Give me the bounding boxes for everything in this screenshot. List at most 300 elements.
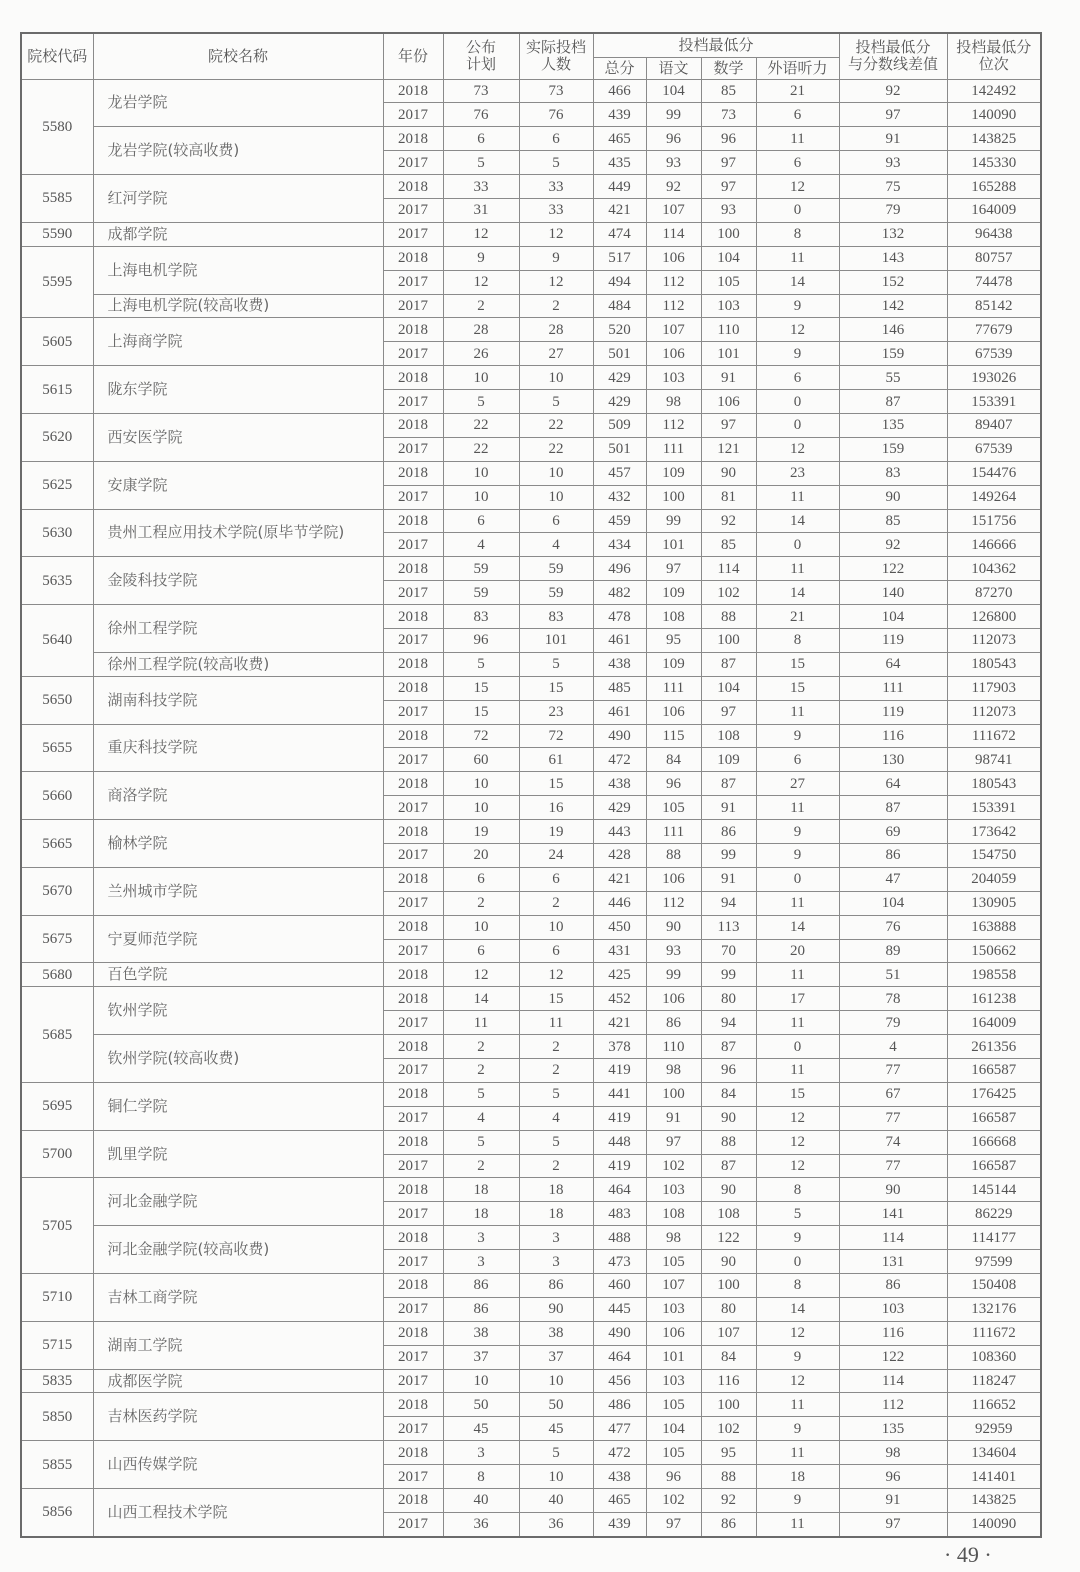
admission-score-table: [20, 32, 1042, 1538]
listening-score-cell: 11: [756, 1059, 839, 1083]
year-cell: 2017: [383, 581, 443, 605]
listening-score-cell: 15: [756, 652, 839, 676]
year-cell: 2018: [383, 1274, 443, 1298]
rank-cell: 146666: [947, 533, 1041, 557]
school-name: 商洛学院: [93, 772, 383, 820]
actual-cell: 10: [519, 1369, 593, 1393]
plan-cell: 18: [443, 1202, 519, 1226]
chinese-score-cell: 90: [646, 915, 701, 939]
header-rank-line1: 投档最低分: [956, 38, 1032, 57]
chinese-score-cell: 107: [646, 198, 701, 222]
chinese-score-cell: 103: [646, 1369, 701, 1393]
rank-cell: 85142: [947, 294, 1041, 318]
rank-cell: 112073: [947, 628, 1041, 652]
listening-score-cell: 12: [756, 1154, 839, 1178]
score-diff-cell: 104: [839, 605, 947, 629]
table-row: [21, 1489, 1041, 1513]
actual-cell: 40: [519, 1489, 593, 1513]
school-code: 5705: [21, 1178, 93, 1274]
year-cell: 2017: [383, 294, 443, 318]
listening-score-cell: 0: [756, 1250, 839, 1274]
math-score-cell: 116: [701, 1369, 756, 1393]
chinese-score-cell: 99: [646, 509, 701, 533]
table-row: [21, 1321, 1041, 1345]
plan-cell: 28: [443, 318, 519, 342]
actual-cell: 6: [519, 127, 593, 151]
actual-cell: 10: [519, 915, 593, 939]
math-score-cell: 84: [701, 1082, 756, 1106]
chinese-score-cell: 103: [646, 366, 701, 390]
table-row: [21, 127, 1041, 151]
actual-cell: 16: [519, 796, 593, 820]
score-diff-cell: 75: [839, 175, 947, 199]
school-name: 西安医学院: [93, 413, 383, 461]
school-code: 5635: [21, 557, 93, 605]
score-diff-cell: 89: [839, 939, 947, 963]
math-score-cell: 73: [701, 103, 756, 127]
school-name: 龙岩学院(较高收费): [93, 127, 383, 175]
school-code: 5856: [21, 1489, 93, 1537]
math-score-cell: 90: [701, 1178, 756, 1202]
score-diff-cell: 85: [839, 509, 947, 533]
actual-cell: 18: [519, 1202, 593, 1226]
year-cell: 2017: [383, 1250, 443, 1274]
chinese-score-cell: 112: [646, 294, 701, 318]
actual-cell: 6: [519, 867, 593, 891]
school-code: 5680: [21, 963, 93, 987]
year-cell: 2017: [383, 748, 443, 772]
actual-cell: 59: [519, 581, 593, 605]
year-cell: 2018: [383, 820, 443, 844]
listening-score-cell: 11: [756, 1011, 839, 1035]
year-cell: 2018: [383, 652, 443, 676]
school-code: 5620: [21, 413, 93, 461]
actual-cell: 101: [519, 628, 593, 652]
plan-cell: 33: [443, 175, 519, 199]
school-name: 河北金融学院: [93, 1178, 383, 1226]
chinese-score-cell: 105: [646, 1393, 701, 1417]
year-cell: 2018: [383, 676, 443, 700]
year-cell: 2018: [383, 915, 443, 939]
actual-cell: 90: [519, 1297, 593, 1321]
header-plan-line1: 公布: [465, 38, 496, 57]
year-cell: 2017: [383, 891, 443, 915]
math-score-cell: 100: [701, 628, 756, 652]
score-diff-cell: 116: [839, 724, 947, 748]
plan-cell: 2: [443, 1035, 519, 1059]
school-name: 成都医学院: [93, 1369, 383, 1393]
school-name: 安康学院: [93, 461, 383, 509]
actual-cell: 5: [519, 1082, 593, 1106]
actual-cell: 15: [519, 772, 593, 796]
year-cell: 2018: [383, 461, 443, 485]
chinese-score-cell: 101: [646, 1345, 701, 1369]
actual-cell: 36: [519, 1512, 593, 1536]
listening-score-cell: 9: [756, 1226, 839, 1250]
score-diff-cell: 140: [839, 581, 947, 605]
plan-cell: 36: [443, 1512, 519, 1536]
total-score-cell: 460: [593, 1274, 646, 1298]
year-cell: 2018: [383, 772, 443, 796]
total-score-cell: 441: [593, 1082, 646, 1106]
plan-cell: 2: [443, 294, 519, 318]
plan-cell: 45: [443, 1417, 519, 1441]
math-score-cell: 103: [701, 294, 756, 318]
header-min-score-group-label: 投档最低分: [678, 35, 754, 54]
actual-cell: 10: [519, 461, 593, 485]
actual-cell: 4: [519, 1106, 593, 1130]
score-diff-cell: 77: [839, 1059, 947, 1083]
rank-cell: 153391: [947, 390, 1041, 414]
plan-cell: 5: [443, 151, 519, 175]
actual-cell: 5: [519, 652, 593, 676]
chinese-score-cell: 115: [646, 724, 701, 748]
plan-cell: 38: [443, 1321, 519, 1345]
rank-cell: 96438: [947, 222, 1041, 246]
chinese-score-cell: 96: [646, 127, 701, 151]
chinese-score-cell: 102: [646, 1489, 701, 1513]
actual-cell: 5: [519, 1130, 593, 1154]
page-number: · 49 ·: [944, 1542, 992, 1567]
math-score-cell: 114: [701, 557, 756, 581]
score-diff-cell: 55: [839, 366, 947, 390]
actual-cell: 12: [519, 270, 593, 294]
total-score-cell: 450: [593, 915, 646, 939]
listening-score-cell: 21: [756, 605, 839, 629]
rank-cell: 67539: [947, 342, 1041, 366]
math-score-cell: 101: [701, 342, 756, 366]
listening-score-cell: 12: [756, 1369, 839, 1393]
total-score-cell: 446: [593, 891, 646, 915]
plan-cell: 86: [443, 1297, 519, 1321]
score-diff-cell: 79: [839, 1011, 947, 1035]
header-code: [21, 33, 93, 79]
plan-cell: 12: [443, 222, 519, 246]
total-score-cell: 496: [593, 557, 646, 581]
chinese-score-cell: 106: [646, 867, 701, 891]
year-cell: 2017: [383, 1011, 443, 1035]
chinese-score-cell: 98: [646, 390, 701, 414]
chinese-score-cell: 97: [646, 1130, 701, 1154]
total-score-cell: 429: [593, 366, 646, 390]
score-diff-cell: 114: [839, 1226, 947, 1250]
plan-cell: 19: [443, 820, 519, 844]
chinese-score-cell: 93: [646, 939, 701, 963]
score-diff-cell: 119: [839, 628, 947, 652]
rank-cell: 111672: [947, 724, 1041, 748]
chinese-score-cell: 97: [646, 557, 701, 581]
school-code: 5695: [21, 1082, 93, 1130]
plan-cell: 3: [443, 1441, 519, 1465]
header-diff-line1: 投档最低分: [855, 38, 931, 57]
total-score-cell: 432: [593, 485, 646, 509]
table-row: [21, 413, 1041, 437]
rank-cell: 67539: [947, 437, 1041, 461]
chinese-score-cell: 105: [646, 1441, 701, 1465]
year-cell: 2017: [383, 222, 443, 246]
plan-cell: 59: [443, 581, 519, 605]
plan-cell: 37: [443, 1345, 519, 1369]
rank-cell: 140090: [947, 103, 1041, 127]
listening-score-cell: 8: [756, 1178, 839, 1202]
rank-cell: 173642: [947, 820, 1041, 844]
math-score-cell: 97: [701, 700, 756, 724]
total-score-cell: 456: [593, 1369, 646, 1393]
year-cell: 2018: [383, 1178, 443, 1202]
admission-table-container: [20, 32, 1042, 1538]
rank-cell: 130905: [947, 891, 1041, 915]
total-score-cell: 509: [593, 413, 646, 437]
rank-cell: 180543: [947, 772, 1041, 796]
year-cell: 2017: [383, 1417, 443, 1441]
rank-cell: 132176: [947, 1297, 1041, 1321]
rank-cell: 145144: [947, 1178, 1041, 1202]
plan-cell: 59: [443, 557, 519, 581]
math-score-cell: 92: [701, 509, 756, 533]
rank-cell: 104362: [947, 557, 1041, 581]
school-name: 百色学院: [93, 963, 383, 987]
score-diff-cell: 135: [839, 413, 947, 437]
listening-score-cell: 27: [756, 772, 839, 796]
chinese-score-cell: 112: [646, 270, 701, 294]
year-cell: 2018: [383, 79, 443, 103]
math-score-cell: 88: [701, 1130, 756, 1154]
year-cell: 2018: [383, 127, 443, 151]
header-math-label: 数学: [713, 58, 744, 77]
score-diff-cell: 87: [839, 390, 947, 414]
school-code: 5850: [21, 1393, 93, 1441]
actual-cell: 59: [519, 557, 593, 581]
math-score-cell: 88: [701, 605, 756, 629]
chinese-score-cell: 106: [646, 342, 701, 366]
math-score-cell: 86: [701, 820, 756, 844]
score-diff-cell: 146: [839, 318, 947, 342]
chinese-score-cell: 101: [646, 533, 701, 557]
plan-cell: 86: [443, 1274, 519, 1298]
total-score-cell: 486: [593, 1393, 646, 1417]
total-score-cell: 434: [593, 533, 646, 557]
plan-cell: 10: [443, 1369, 519, 1393]
rank-cell: 164009: [947, 1011, 1041, 1035]
school-name: 上海电机学院(较高收费): [93, 294, 383, 318]
actual-cell: 6: [519, 939, 593, 963]
listening-score-cell: 9: [756, 844, 839, 868]
school-code: 5675: [21, 915, 93, 963]
math-score-cell: 96: [701, 127, 756, 151]
rank-cell: 117903: [947, 676, 1041, 700]
listening-score-cell: 17: [756, 987, 839, 1011]
year-cell: 2018: [383, 366, 443, 390]
year-cell: 2017: [383, 1369, 443, 1393]
table-row: [21, 1393, 1041, 1417]
actual-cell: 76: [519, 103, 593, 127]
actual-cell: 3: [519, 1226, 593, 1250]
total-score-cell: 472: [593, 1441, 646, 1465]
year-cell: 2018: [383, 175, 443, 199]
math-score-cell: 91: [701, 796, 756, 820]
score-diff-cell: 64: [839, 652, 947, 676]
math-score-cell: 93: [701, 198, 756, 222]
school-code: 5655: [21, 724, 93, 772]
rank-cell: 108360: [947, 1345, 1041, 1369]
actual-cell: 10: [519, 1465, 593, 1489]
actual-cell: 33: [519, 175, 593, 199]
rank-cell: 97599: [947, 1250, 1041, 1274]
chinese-score-cell: 111: [646, 437, 701, 461]
actual-cell: 27: [519, 342, 593, 366]
year-cell: 2017: [383, 1202, 443, 1226]
actual-cell: 5: [519, 390, 593, 414]
math-score-cell: 108: [701, 1202, 756, 1226]
math-score-cell: 108: [701, 724, 756, 748]
math-score-cell: 80: [701, 987, 756, 1011]
total-score-cell: 425: [593, 963, 646, 987]
school-code: 5585: [21, 175, 93, 223]
chinese-score-cell: 98: [646, 1059, 701, 1083]
listening-score-cell: 11: [756, 1512, 839, 1536]
rank-cell: 87270: [947, 581, 1041, 605]
school-name: 吉林工商学院: [93, 1274, 383, 1322]
table-row: [21, 1082, 1041, 1106]
year-cell: 2017: [383, 700, 443, 724]
school-name: 成都学院: [93, 222, 383, 246]
rank-cell: 112073: [947, 700, 1041, 724]
math-score-cell: 121: [701, 437, 756, 461]
table-row: [21, 963, 1041, 987]
score-diff-cell: 77: [839, 1106, 947, 1130]
actual-cell: 50: [519, 1393, 593, 1417]
chinese-score-cell: 93: [646, 151, 701, 175]
rank-cell: 193026: [947, 366, 1041, 390]
chinese-score-cell: 109: [646, 581, 701, 605]
listening-score-cell: 23: [756, 461, 839, 485]
table-row: [21, 318, 1041, 342]
school-code: 5855: [21, 1441, 93, 1489]
score-diff-cell: 93: [839, 151, 947, 175]
math-score-cell: 87: [701, 1035, 756, 1059]
year-cell: 2018: [383, 867, 443, 891]
listening-score-cell: 14: [756, 509, 839, 533]
chinese-score-cell: 99: [646, 103, 701, 127]
listening-score-cell: 9: [756, 1345, 839, 1369]
listening-score-cell: 11: [756, 891, 839, 915]
year-cell: 2018: [383, 1226, 443, 1250]
listening-score-cell: 8: [756, 628, 839, 652]
actual-cell: 15: [519, 987, 593, 1011]
score-diff-cell: 77: [839, 1154, 947, 1178]
school-code: 5595: [21, 246, 93, 318]
plan-cell: 50: [443, 1393, 519, 1417]
rank-cell: 74478: [947, 270, 1041, 294]
rank-cell: 180543: [947, 652, 1041, 676]
rank-cell: 77679: [947, 318, 1041, 342]
plan-cell: 26: [443, 342, 519, 366]
chinese-score-cell: 98: [646, 1226, 701, 1250]
listening-score-cell: 9: [756, 724, 839, 748]
chinese-score-cell: 106: [646, 246, 701, 270]
chinese-score-cell: 102: [646, 1154, 701, 1178]
math-score-cell: 87: [701, 1154, 756, 1178]
math-score-cell: 91: [701, 366, 756, 390]
table-row: [21, 294, 1041, 318]
math-score-cell: 97: [701, 175, 756, 199]
year-cell: 2017: [383, 1297, 443, 1321]
listening-score-cell: 0: [756, 867, 839, 891]
plan-cell: 14: [443, 987, 519, 1011]
school-name: 铜仁学院: [93, 1082, 383, 1130]
rank-cell: 154476: [947, 461, 1041, 485]
school-code: 5665: [21, 820, 93, 868]
math-score-cell: 94: [701, 891, 756, 915]
listening-score-cell: 0: [756, 1035, 839, 1059]
plan-cell: 83: [443, 605, 519, 629]
chinese-score-cell: 106: [646, 700, 701, 724]
chinese-score-cell: 112: [646, 891, 701, 915]
actual-cell: 6: [519, 509, 593, 533]
math-score-cell: 87: [701, 772, 756, 796]
year-cell: 2017: [383, 342, 443, 366]
listening-score-cell: 12: [756, 1106, 839, 1130]
table-row: [21, 557, 1041, 581]
chinese-score-cell: 84: [646, 748, 701, 772]
table-row: [21, 724, 1041, 748]
total-score-cell: 435: [593, 151, 646, 175]
rank-cell: 154750: [947, 844, 1041, 868]
score-diff-cell: 92: [839, 79, 947, 103]
actual-cell: 4: [519, 533, 593, 557]
score-diff-cell: 119: [839, 700, 947, 724]
actual-cell: 45: [519, 1417, 593, 1441]
listening-score-cell: 8: [756, 1274, 839, 1298]
table-row: [21, 509, 1041, 533]
listening-score-cell: 8: [756, 222, 839, 246]
year-cell: 2018: [383, 1130, 443, 1154]
table-row: [21, 1178, 1041, 1202]
score-diff-cell: 4: [839, 1035, 947, 1059]
header-plan: [443, 33, 519, 79]
score-diff-cell: 103: [839, 1297, 947, 1321]
score-diff-cell: 91: [839, 127, 947, 151]
plan-cell: 5: [443, 1082, 519, 1106]
chinese-score-cell: 103: [646, 1178, 701, 1202]
school-name: 金陵科技学院: [93, 557, 383, 605]
score-diff-cell: 92: [839, 533, 947, 557]
school-code: 5650: [21, 676, 93, 724]
school-name: 山西传媒学院: [93, 1441, 383, 1489]
total-score-cell: 488: [593, 1226, 646, 1250]
year-cell: 2018: [383, 413, 443, 437]
score-diff-cell: 86: [839, 844, 947, 868]
year-cell: 2018: [383, 1321, 443, 1345]
year-cell: 2017: [383, 533, 443, 557]
rank-cell: 134604: [947, 1441, 1041, 1465]
math-score-cell: 90: [701, 1106, 756, 1130]
score-diff-cell: 122: [839, 1345, 947, 1369]
listening-score-cell: 11: [756, 127, 839, 151]
plan-cell: 11: [443, 1011, 519, 1035]
school-name: 榆林学院: [93, 820, 383, 868]
header-code-label: 院校代码: [27, 46, 88, 65]
math-score-cell: 102: [701, 1417, 756, 1441]
actual-cell: 2: [519, 294, 593, 318]
score-diff-cell: 87: [839, 796, 947, 820]
rank-cell: 98741: [947, 748, 1041, 772]
actual-cell: 33: [519, 198, 593, 222]
total-score-cell: 419: [593, 1154, 646, 1178]
table-row: [21, 1369, 1041, 1393]
actual-cell: 86: [519, 1274, 593, 1298]
school-name: 上海商学院: [93, 318, 383, 366]
